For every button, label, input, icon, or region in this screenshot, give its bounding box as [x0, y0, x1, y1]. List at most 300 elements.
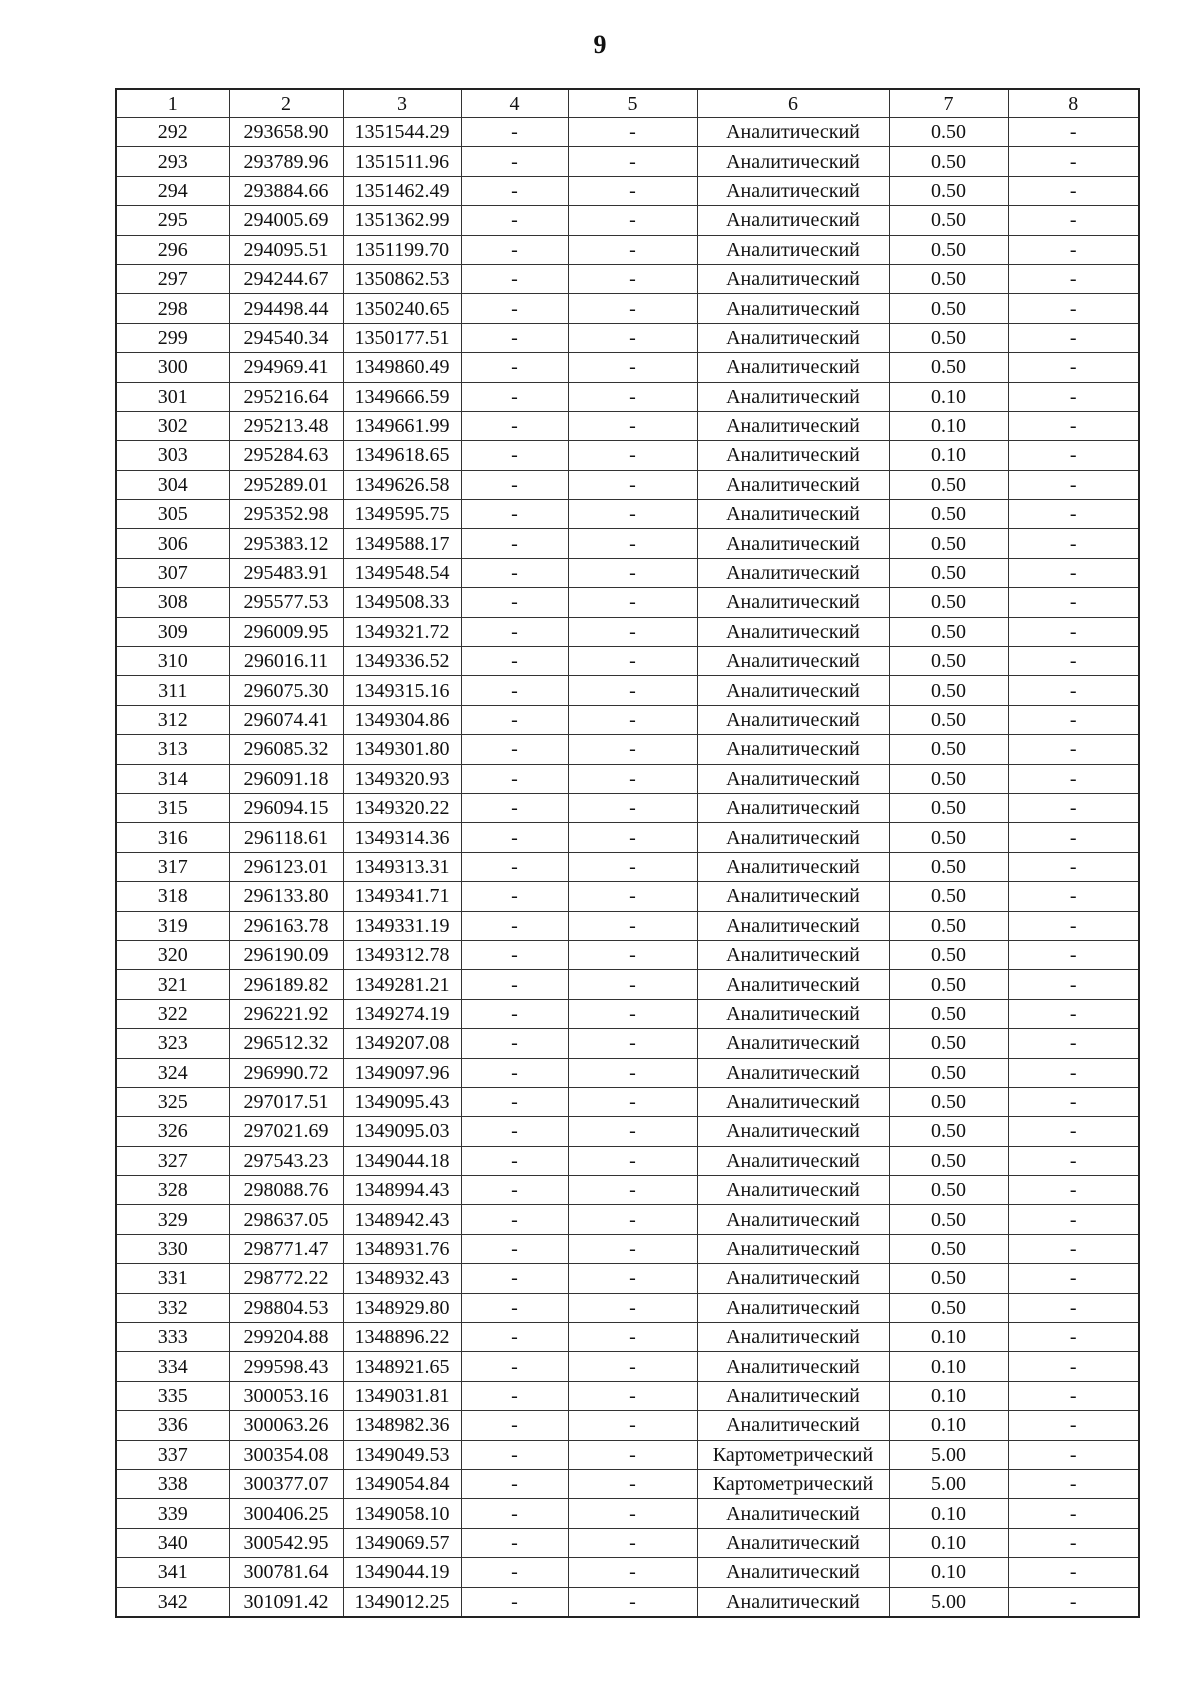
- column-4-cell: -: [461, 705, 568, 734]
- table-row: [116, 353, 1139, 382]
- x-coordinate-cell: 298088.76: [229, 1176, 343, 1205]
- y-coordinate-cell: 1349595.75: [343, 500, 461, 529]
- y-coordinate-cell: 1351511.96: [343, 147, 461, 176]
- y-coordinate-cell: 1348994.43: [343, 1176, 461, 1205]
- accuracy-cell: 0.50: [889, 1205, 1008, 1234]
- accuracy-cell: 5.00: [889, 1469, 1008, 1498]
- y-coordinate-cell: 1349548.54: [343, 558, 461, 587]
- column-4-cell: -: [461, 764, 568, 793]
- column-5-cell: -: [568, 676, 697, 705]
- x-coordinate-cell: 295289.01: [229, 470, 343, 499]
- accuracy-cell: 0.50: [889, 1058, 1008, 1087]
- column-4-cell: -: [461, 823, 568, 852]
- column-4-cell: -: [461, 1381, 568, 1410]
- column-4-cell: -: [461, 676, 568, 705]
- column-8-cell: -: [1008, 1205, 1139, 1234]
- column-5-cell: -: [568, 118, 697, 147]
- column-8-cell: -: [1008, 764, 1139, 793]
- x-coordinate-cell: 296091.18: [229, 764, 343, 793]
- column-5-cell: -: [568, 529, 697, 558]
- column-8-cell: -: [1008, 206, 1139, 235]
- column-8-cell: -: [1008, 705, 1139, 734]
- y-coordinate-cell: 1348929.80: [343, 1293, 461, 1322]
- column-4-cell: -: [461, 940, 568, 969]
- column-8-cell: -: [1008, 1176, 1139, 1205]
- column-4-cell: -: [461, 323, 568, 352]
- table-row: [116, 1381, 1139, 1410]
- method-cell: Аналитический: [697, 411, 889, 440]
- method-cell: Аналитический: [697, 147, 889, 176]
- table-row: [116, 676, 1139, 705]
- x-coordinate-cell: 296990.72: [229, 1058, 343, 1087]
- column-8-cell: -: [1008, 1146, 1139, 1175]
- column-4-cell: -: [461, 1264, 568, 1293]
- y-coordinate-cell: 1349341.71: [343, 882, 461, 911]
- column-5-cell: -: [568, 1264, 697, 1293]
- method-cell: Аналитический: [697, 1499, 889, 1528]
- column-4-cell: -: [461, 411, 568, 440]
- point-number-cell: 326: [116, 1117, 229, 1146]
- y-coordinate-cell: 1351544.29: [343, 118, 461, 147]
- column-4-cell: -: [461, 1205, 568, 1234]
- column-4-cell: -: [461, 264, 568, 293]
- x-coordinate-cell: 295216.64: [229, 382, 343, 411]
- column-8-cell: -: [1008, 382, 1139, 411]
- column-8-cell: -: [1008, 617, 1139, 646]
- column-5-cell: -: [568, 1234, 697, 1263]
- table-row: [116, 940, 1139, 969]
- x-coordinate-cell: 294095.51: [229, 235, 343, 264]
- column-8-cell: -: [1008, 1352, 1139, 1381]
- accuracy-cell: 0.50: [889, 206, 1008, 235]
- x-coordinate-cell: 297017.51: [229, 1087, 343, 1116]
- column-5-cell: -: [568, 647, 697, 676]
- point-number-cell: 337: [116, 1440, 229, 1469]
- table-row: [116, 1029, 1139, 1058]
- table-row: [116, 1117, 1139, 1146]
- point-number-cell: 339: [116, 1499, 229, 1528]
- point-number-cell: 312: [116, 705, 229, 734]
- point-number-cell: 314: [116, 764, 229, 793]
- table-row: [116, 1440, 1139, 1469]
- y-coordinate-cell: 1349588.17: [343, 529, 461, 558]
- column-5-cell: -: [568, 294, 697, 323]
- method-cell: Аналитический: [697, 1381, 889, 1410]
- column-4-cell: -: [461, 852, 568, 881]
- column-5-cell: -: [568, 1469, 697, 1498]
- column-8-cell: -: [1008, 911, 1139, 940]
- table-row: [116, 588, 1139, 617]
- y-coordinate-cell: 1348896.22: [343, 1323, 461, 1352]
- column-4-cell: -: [461, 118, 568, 147]
- column-header: 5: [568, 89, 697, 118]
- table-row: [116, 558, 1139, 587]
- column-8-cell: -: [1008, 647, 1139, 676]
- column-header: 2: [229, 89, 343, 118]
- method-cell: Аналитический: [697, 206, 889, 235]
- point-number-cell: 315: [116, 793, 229, 822]
- column-5-cell: -: [568, 500, 697, 529]
- method-cell: Аналитический: [697, 588, 889, 617]
- method-cell: Аналитический: [697, 118, 889, 147]
- y-coordinate-cell: 1349044.18: [343, 1146, 461, 1175]
- accuracy-cell: 0.10: [889, 1528, 1008, 1557]
- table-row: [116, 852, 1139, 881]
- y-coordinate-cell: 1350240.65: [343, 294, 461, 323]
- accuracy-cell: 0.10: [889, 411, 1008, 440]
- point-number-cell: 335: [116, 1381, 229, 1410]
- accuracy-cell: 0.50: [889, 500, 1008, 529]
- column-8-cell: -: [1008, 999, 1139, 1028]
- point-number-cell: 322: [116, 999, 229, 1028]
- table-row: [116, 735, 1139, 764]
- x-coordinate-cell: 296133.80: [229, 882, 343, 911]
- method-cell: Аналитический: [697, 1029, 889, 1058]
- x-coordinate-cell: 300542.95: [229, 1528, 343, 1557]
- accuracy-cell: 0.50: [889, 676, 1008, 705]
- column-5-cell: -: [568, 1323, 697, 1352]
- column-4-cell: -: [461, 1293, 568, 1322]
- column-8-cell: -: [1008, 1440, 1139, 1469]
- column-8-cell: -: [1008, 882, 1139, 911]
- method-cell: Картометрический: [697, 1469, 889, 1498]
- method-cell: Аналитический: [697, 1205, 889, 1234]
- x-coordinate-cell: 293884.66: [229, 176, 343, 205]
- column-5-cell: -: [568, 470, 697, 499]
- column-5-cell: -: [568, 235, 697, 264]
- column-4-cell: -: [461, 235, 568, 264]
- column-4-cell: -: [461, 500, 568, 529]
- x-coordinate-cell: 295483.91: [229, 558, 343, 587]
- y-coordinate-cell: 1349097.96: [343, 1058, 461, 1087]
- column-8-cell: -: [1008, 1323, 1139, 1352]
- accuracy-cell: 0.50: [889, 1176, 1008, 1205]
- accuracy-cell: 5.00: [889, 1440, 1008, 1469]
- column-5-cell: -: [568, 1146, 697, 1175]
- y-coordinate-cell: 1349321.72: [343, 617, 461, 646]
- x-coordinate-cell: 300063.26: [229, 1411, 343, 1440]
- column-header: 8: [1008, 89, 1139, 118]
- y-coordinate-cell: 1349207.08: [343, 1029, 461, 1058]
- accuracy-cell: 0.50: [889, 235, 1008, 264]
- point-number-cell: 297: [116, 264, 229, 293]
- column-4-cell: -: [461, 735, 568, 764]
- point-number-cell: 316: [116, 823, 229, 852]
- point-number-cell: 306: [116, 529, 229, 558]
- column-4-cell: -: [461, 882, 568, 911]
- point-number-cell: 342: [116, 1587, 229, 1617]
- column-8-cell: -: [1008, 441, 1139, 470]
- column-8-cell: -: [1008, 940, 1139, 969]
- table-row: [116, 823, 1139, 852]
- x-coordinate-cell: 299598.43: [229, 1352, 343, 1381]
- point-number-cell: 333: [116, 1323, 229, 1352]
- column-4-cell: -: [461, 1587, 568, 1617]
- accuracy-cell: 0.50: [889, 970, 1008, 999]
- x-coordinate-cell: 295352.98: [229, 500, 343, 529]
- method-cell: Аналитический: [697, 676, 889, 705]
- table-row: [116, 1528, 1139, 1557]
- method-cell: Аналитический: [697, 470, 889, 499]
- accuracy-cell: 0.50: [889, 1293, 1008, 1322]
- y-coordinate-cell: 1349314.36: [343, 823, 461, 852]
- accuracy-cell: 0.10: [889, 1558, 1008, 1587]
- column-8-cell: -: [1008, 1029, 1139, 1058]
- accuracy-cell: 0.50: [889, 647, 1008, 676]
- column-5-cell: -: [568, 588, 697, 617]
- column-header: 3: [343, 89, 461, 118]
- table-row: [116, 1234, 1139, 1263]
- column-4-cell: -: [461, 294, 568, 323]
- column-4-cell: -: [461, 1176, 568, 1205]
- point-number-cell: 332: [116, 1293, 229, 1322]
- x-coordinate-cell: 298804.53: [229, 1293, 343, 1322]
- method-cell: Аналитический: [697, 647, 889, 676]
- table-row: [116, 793, 1139, 822]
- column-5-cell: -: [568, 147, 697, 176]
- point-number-cell: 307: [116, 558, 229, 587]
- column-8-cell: -: [1008, 1381, 1139, 1410]
- column-5-cell: -: [568, 1411, 697, 1440]
- accuracy-cell: 0.50: [889, 353, 1008, 382]
- x-coordinate-cell: 296009.95: [229, 617, 343, 646]
- point-number-cell: 336: [116, 1411, 229, 1440]
- accuracy-cell: 0.10: [889, 1411, 1008, 1440]
- y-coordinate-cell: 1349336.52: [343, 647, 461, 676]
- y-coordinate-cell: 1350862.53: [343, 264, 461, 293]
- column-8-cell: -: [1008, 118, 1139, 147]
- column-5-cell: -: [568, 1499, 697, 1528]
- column-header: 1: [116, 89, 229, 118]
- accuracy-cell: 0.10: [889, 1499, 1008, 1528]
- table-row: [116, 911, 1139, 940]
- column-5-cell: -: [568, 911, 697, 940]
- x-coordinate-cell: 296075.30: [229, 676, 343, 705]
- accuracy-cell: 0.10: [889, 1323, 1008, 1352]
- method-cell: Аналитический: [697, 617, 889, 646]
- method-cell: Аналитический: [697, 882, 889, 911]
- x-coordinate-cell: 294244.67: [229, 264, 343, 293]
- y-coordinate-cell: 1349618.65: [343, 441, 461, 470]
- column-4-cell: -: [461, 1058, 568, 1087]
- table-row: [116, 1323, 1139, 1352]
- point-number-cell: 334: [116, 1352, 229, 1381]
- accuracy-cell: 0.10: [889, 1352, 1008, 1381]
- y-coordinate-cell: 1348942.43: [343, 1205, 461, 1234]
- point-number-cell: 329: [116, 1205, 229, 1234]
- column-8-cell: -: [1008, 1411, 1139, 1440]
- x-coordinate-cell: 293658.90: [229, 118, 343, 147]
- x-coordinate-cell: 296118.61: [229, 823, 343, 852]
- table-row: [116, 176, 1139, 205]
- column-4-cell: -: [461, 1234, 568, 1263]
- table-row: [116, 1087, 1139, 1116]
- method-cell: Аналитический: [697, 1146, 889, 1175]
- method-cell: Аналитический: [697, 1558, 889, 1587]
- column-5-cell: -: [568, 735, 697, 764]
- column-4-cell: -: [461, 558, 568, 587]
- y-coordinate-cell: 1349012.25: [343, 1587, 461, 1617]
- x-coordinate-cell: 300377.07: [229, 1469, 343, 1498]
- column-8-cell: -: [1008, 852, 1139, 881]
- x-coordinate-cell: 296123.01: [229, 852, 343, 881]
- table-row: [116, 647, 1139, 676]
- column-5-cell: -: [568, 940, 697, 969]
- accuracy-cell: 0.50: [889, 529, 1008, 558]
- x-coordinate-cell: 297021.69: [229, 1117, 343, 1146]
- accuracy-cell: 0.50: [889, 1087, 1008, 1116]
- point-number-cell: 328: [116, 1176, 229, 1205]
- accuracy-cell: 0.50: [889, 882, 1008, 911]
- table-row: [116, 970, 1139, 999]
- point-number-cell: 319: [116, 911, 229, 940]
- column-4-cell: -: [461, 1323, 568, 1352]
- column-8-cell: -: [1008, 1264, 1139, 1293]
- x-coordinate-cell: 296512.32: [229, 1029, 343, 1058]
- x-coordinate-cell: 299204.88: [229, 1323, 343, 1352]
- column-5-cell: -: [568, 1381, 697, 1410]
- accuracy-cell: 0.50: [889, 588, 1008, 617]
- table-row: [116, 1499, 1139, 1528]
- column-8-cell: -: [1008, 323, 1139, 352]
- column-5-cell: -: [568, 1293, 697, 1322]
- method-cell: Аналитический: [697, 735, 889, 764]
- point-number-cell: 323: [116, 1029, 229, 1058]
- column-5-cell: -: [568, 999, 697, 1028]
- point-number-cell: 331: [116, 1264, 229, 1293]
- column-8-cell: -: [1008, 1558, 1139, 1587]
- column-4-cell: -: [461, 1499, 568, 1528]
- column-5-cell: -: [568, 823, 697, 852]
- page-number: 9: [593, 30, 607, 59]
- column-5-cell: -: [568, 353, 697, 382]
- column-5-cell: -: [568, 206, 697, 235]
- accuracy-cell: 0.50: [889, 735, 1008, 764]
- column-4-cell: -: [461, 1411, 568, 1440]
- column-8-cell: -: [1008, 470, 1139, 499]
- table-row: [116, 470, 1139, 499]
- column-8-cell: -: [1008, 1293, 1139, 1322]
- method-cell: Аналитический: [697, 529, 889, 558]
- point-number-cell: 301: [116, 382, 229, 411]
- x-coordinate-cell: 296163.78: [229, 911, 343, 940]
- table-row: [116, 235, 1139, 264]
- column-5-cell: -: [568, 1029, 697, 1058]
- table-row: [116, 529, 1139, 558]
- column-header: 6: [697, 89, 889, 118]
- point-number-cell: 330: [116, 1234, 229, 1263]
- column-5-cell: -: [568, 323, 697, 352]
- method-cell: Аналитический: [697, 1176, 889, 1205]
- point-number-cell: 340: [116, 1528, 229, 1557]
- point-number-cell: 324: [116, 1058, 229, 1087]
- accuracy-cell: 0.50: [889, 147, 1008, 176]
- column-4-cell: -: [461, 1440, 568, 1469]
- column-4-cell: -: [461, 1528, 568, 1557]
- point-number-cell: 292: [116, 118, 229, 147]
- column-4-cell: -: [461, 1469, 568, 1498]
- column-5-cell: -: [568, 1176, 697, 1205]
- accuracy-cell: 0.50: [889, 1117, 1008, 1146]
- method-cell: Аналитический: [697, 1234, 889, 1263]
- column-5-cell: -: [568, 1587, 697, 1617]
- x-coordinate-cell: 298637.05: [229, 1205, 343, 1234]
- point-number-cell: 318: [116, 882, 229, 911]
- y-coordinate-cell: 1349069.57: [343, 1528, 461, 1557]
- y-coordinate-cell: 1349860.49: [343, 353, 461, 382]
- y-coordinate-cell: 1349031.81: [343, 1381, 461, 1410]
- method-cell: Аналитический: [697, 705, 889, 734]
- column-8-cell: -: [1008, 1087, 1139, 1116]
- point-number-cell: 317: [116, 852, 229, 881]
- method-cell: Аналитический: [697, 764, 889, 793]
- accuracy-cell: 0.50: [889, 294, 1008, 323]
- column-8-cell: -: [1008, 1587, 1139, 1617]
- column-8-cell: -: [1008, 1234, 1139, 1263]
- x-coordinate-cell: 294498.44: [229, 294, 343, 323]
- y-coordinate-cell: 1351462.49: [343, 176, 461, 205]
- column-8-cell: -: [1008, 823, 1139, 852]
- column-4-cell: -: [461, 470, 568, 499]
- column-4-cell: -: [461, 1087, 568, 1116]
- accuracy-cell: 0.50: [889, 1029, 1008, 1058]
- column-8-cell: -: [1008, 500, 1139, 529]
- point-number-cell: 305: [116, 500, 229, 529]
- y-coordinate-cell: 1349095.43: [343, 1087, 461, 1116]
- point-number-cell: 295: [116, 206, 229, 235]
- accuracy-cell: 0.50: [889, 764, 1008, 793]
- accuracy-cell: 0.50: [889, 118, 1008, 147]
- table-row: [116, 1469, 1139, 1498]
- point-number-cell: 325: [116, 1087, 229, 1116]
- y-coordinate-cell: 1349320.22: [343, 793, 461, 822]
- y-coordinate-cell: 1349320.93: [343, 764, 461, 793]
- accuracy-cell: 0.50: [889, 558, 1008, 587]
- point-number-cell: 296: [116, 235, 229, 264]
- y-coordinate-cell: 1349313.31: [343, 852, 461, 881]
- column-5-cell: -: [568, 1558, 697, 1587]
- x-coordinate-cell: 294969.41: [229, 353, 343, 382]
- y-coordinate-cell: 1349508.33: [343, 588, 461, 617]
- method-cell: Аналитический: [697, 1587, 889, 1617]
- column-header: 7: [889, 89, 1008, 118]
- accuracy-cell: 0.10: [889, 382, 1008, 411]
- method-cell: Аналитический: [697, 353, 889, 382]
- y-coordinate-cell: 1351199.70: [343, 235, 461, 264]
- point-number-cell: 302: [116, 411, 229, 440]
- column-5-cell: -: [568, 1205, 697, 1234]
- column-5-cell: -: [568, 764, 697, 793]
- column-5-cell: -: [568, 705, 697, 734]
- column-8-cell: -: [1008, 1117, 1139, 1146]
- y-coordinate-cell: 1349054.84: [343, 1469, 461, 1498]
- x-coordinate-cell: 298771.47: [229, 1234, 343, 1263]
- accuracy-cell: 0.50: [889, 470, 1008, 499]
- column-4-cell: -: [461, 793, 568, 822]
- x-coordinate-cell: 294540.34: [229, 323, 343, 352]
- column-8-cell: -: [1008, 558, 1139, 587]
- y-coordinate-cell: 1349044.19: [343, 1558, 461, 1587]
- point-number-cell: 320: [116, 940, 229, 969]
- method-cell: Аналитический: [697, 940, 889, 969]
- point-number-cell: 327: [116, 1146, 229, 1175]
- table-row: [116, 1176, 1139, 1205]
- table-row: [116, 1587, 1139, 1617]
- column-4-cell: -: [461, 1146, 568, 1175]
- y-coordinate-cell: 1349095.03: [343, 1117, 461, 1146]
- column-5-cell: -: [568, 264, 697, 293]
- accuracy-cell: 0.50: [889, 999, 1008, 1028]
